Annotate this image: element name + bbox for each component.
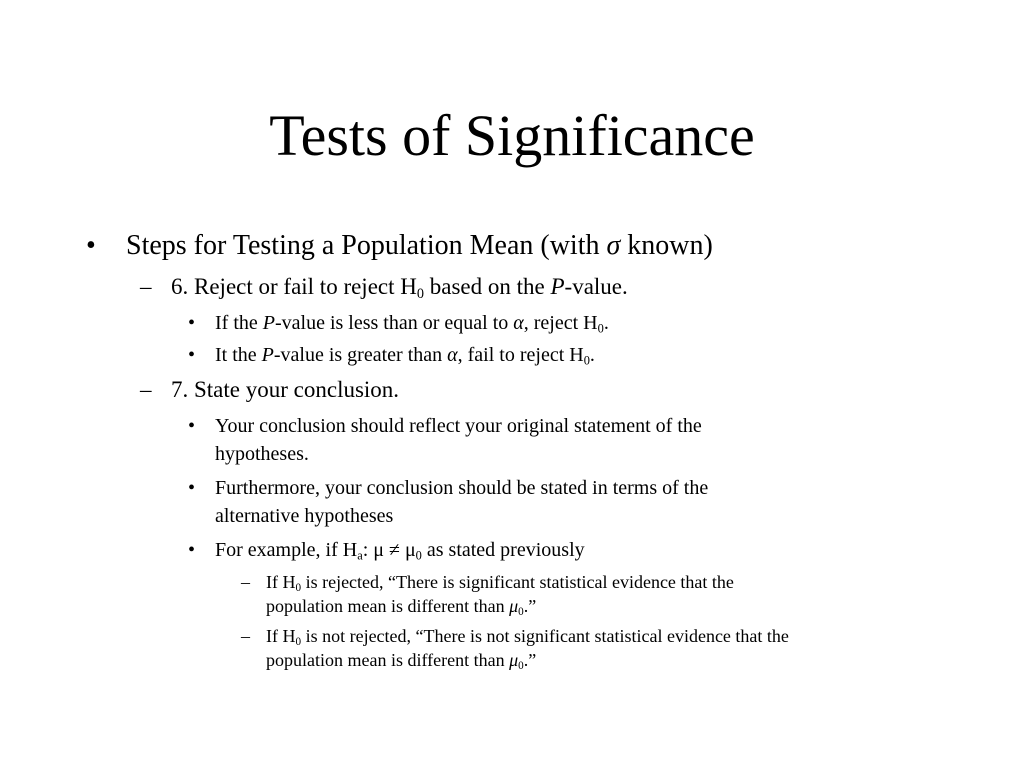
dash-marker: – [140,377,152,402]
sigma-symbol: σ [606,230,621,261]
step-7-item-1-line-2: hypotheses. [215,443,309,465]
alpha-symbol: α [447,344,458,366]
example-subscript: 0 [518,660,524,673]
example-text: is rejected, “There is significant statistical evidence that the [301,572,734,592]
example-2-line-1 [266,624,789,648]
item-text: as stated previously [421,539,585,561]
item-text: . [589,344,595,366]
bullet-marker: • [188,312,196,334]
step-7-item-3 [215,536,585,564]
example-2-line-2 [266,648,536,672]
step-6-text-b: based on the [424,274,551,299]
example-text: .” [523,596,537,616]
slide-title: Tests of Significance [269,103,755,168]
item-text: -value is greater than [273,344,448,366]
mu-symbol: μ [509,596,519,616]
step-6-item-2 [215,341,595,369]
example-text: .” [523,650,537,670]
example-text: If H [266,572,296,592]
item-text: It the [215,344,262,366]
dash-marker: – [241,572,250,592]
step-6-text-a: 6. Reject or fail to reject H [171,274,417,299]
item-p: P [262,312,275,334]
bullet-marker: • [188,344,196,366]
bullet-steps-mean [126,229,713,263]
example-text: If H [266,626,296,646]
item-subscript: 0 [415,548,422,563]
bullet-marker: • [188,415,196,437]
item-text: , fail to reject H [457,344,584,366]
step-6-text-c: -value. [564,274,628,299]
item-subscript: a [357,548,363,563]
bullet-marker: • [86,230,96,261]
example-1-line-1 [266,570,734,594]
step-6-p: P [550,274,565,299]
item-subscript: 0 [597,321,604,336]
step-7-item-2-line-2: alternative hypotheses [215,505,394,527]
dash-marker: – [241,626,250,646]
mu-symbol: μ [509,650,519,670]
step-6-subscript: 0 [416,285,424,302]
item-text: For example, if H [215,539,358,561]
item-text: . [603,312,609,334]
step-6-item-1 [215,309,609,337]
bullet-marker: • [188,539,196,561]
bullet-marker: • [188,477,196,499]
step-7: 7. State your conclusion. [171,377,400,402]
alpha-symbol: α [513,312,524,334]
item-p: P [261,344,274,366]
item-text: -value is less than or equal to [274,312,514,334]
dash-marker: – [140,274,152,299]
example-text: population mean is different than [266,650,510,670]
example-subscript: 0 [295,636,302,649]
example-subscript: 0 [295,582,302,595]
step-7-item-1-line-1: Your conclusion should reflect your original statement of the [215,415,702,437]
step-7-item-2-line-1: Furthermore, your conclusion should be stated in terms of the [215,477,709,499]
bullet-steps-text-a: Steps for Testing a Population Mean (with [126,230,607,261]
example-1-line-2 [266,594,536,618]
item-text: If the [215,312,263,334]
item-text: : μ ≠ μ [362,539,416,561]
example-text: is not rejected, “There is not significant statistical evidence that the [301,626,789,646]
step-6 [171,273,628,301]
example-text: population mean is different than [266,596,510,616]
bullet-steps-text-b: known) [620,230,713,261]
item-text: , reject H [523,312,598,334]
example-subscript: 0 [518,606,524,619]
item-subscript: 0 [583,353,590,368]
